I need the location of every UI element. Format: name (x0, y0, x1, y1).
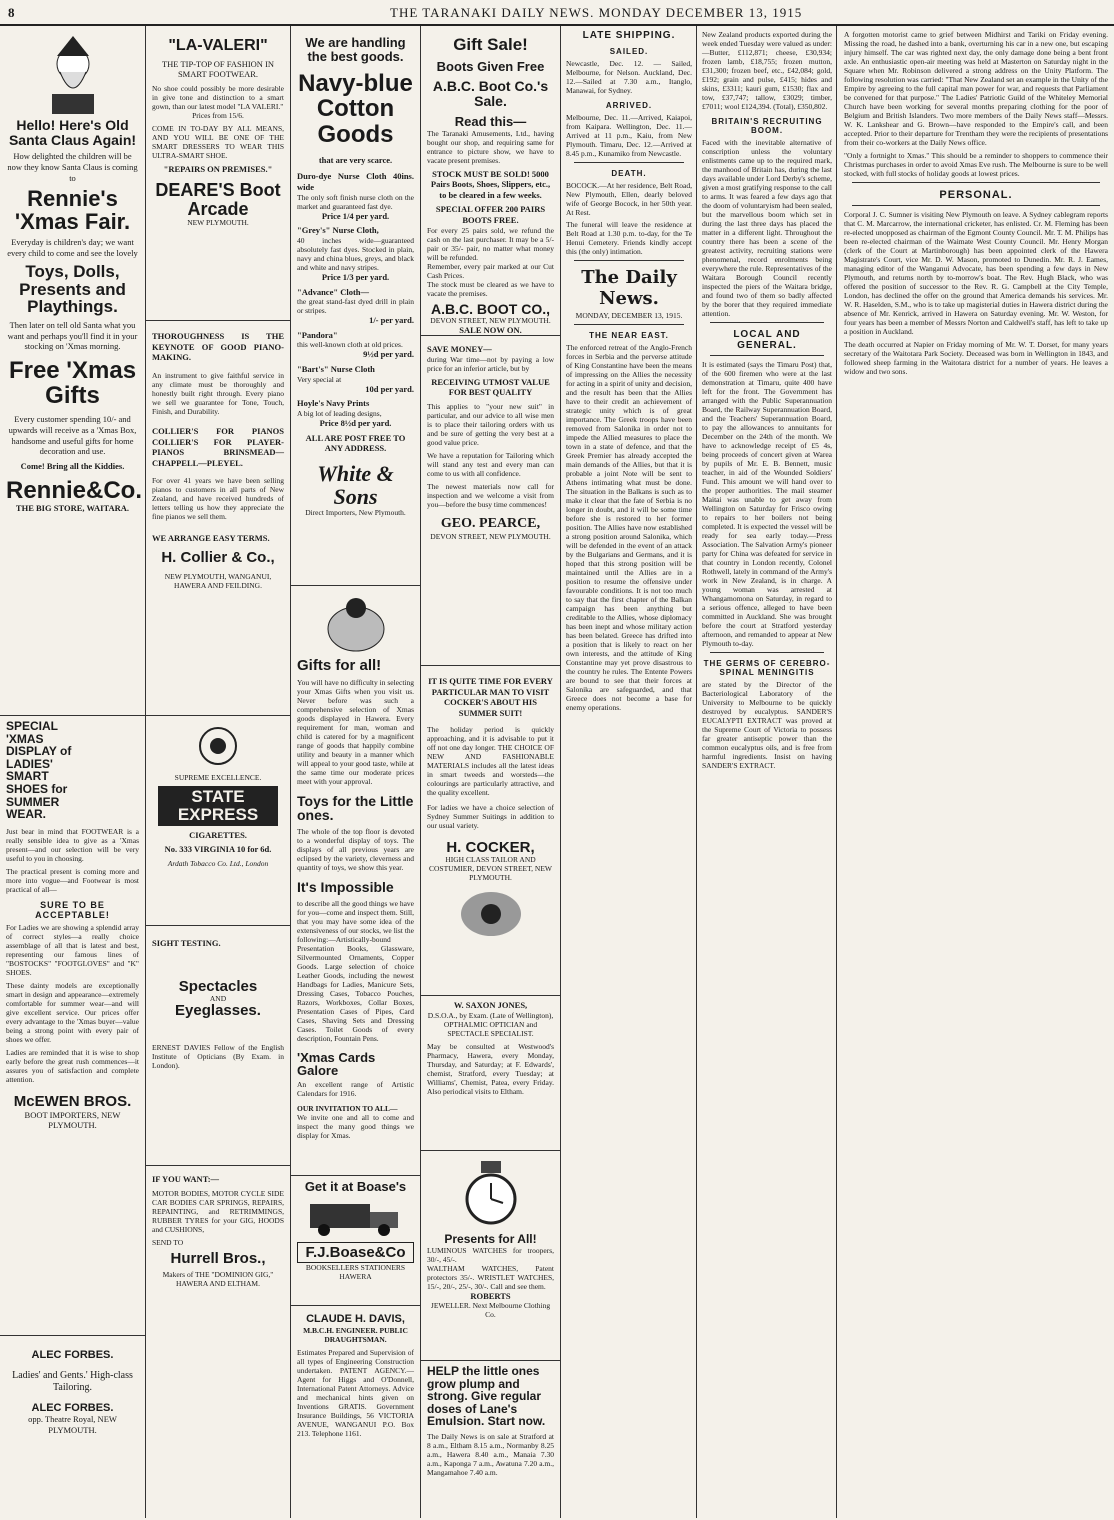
white-sons-advert (291, 26, 420, 586)
death-text: BOCOCK.—At her residence, Belt Road, New Plymouth, Ellen, dearly beloved wife of George Bocock, in her 50th year. At Rest. (566, 181, 692, 217)
for-every-text: For every 25 pairs sold, we refund the cash on the last purchaser. It may be a 5/- pair or 35/- pair, no matter what money will be refunded. (427, 225, 554, 262)
hurrell-advert (146, 1166, 290, 1396)
duro-desc: The only soft finish nurse cloth on the market and guaranteed fast dye. (297, 192, 414, 211)
read-this-headline: Read this— (454, 113, 527, 129)
arrived-heading: ARRIVED. (605, 101, 653, 110)
column-5 (562, 26, 696, 1518)
pearce-advert (421, 336, 560, 666)
cards-text: An excellent range of Artistic Calendars for 1916. (297, 1080, 414, 1099)
roberts-advert (421, 1151, 560, 1361)
boase-headline: Get it at Boase's (304, 1179, 407, 1194)
alec-forbes-bottom: ALEC FORBES. (31, 1401, 114, 1414)
mcewen-advert (0, 716, 145, 1336)
come-in-text: COME IN TO-DAY BY ALL MEANS, AND YOU WILL BE ONE OF THE SMART DRESSERS TO WEAR THIS ULTRA-SMART SHOE. (152, 124, 284, 161)
pandora-price: 9½d per yard. (363, 349, 414, 360)
state-express-advert (146, 716, 290, 926)
luminous-text: LUMINOUS WATCHES for troopers, 30/-, 45/-. (427, 1245, 554, 1264)
advance-price: 1/- per yard. (369, 315, 414, 326)
saxon-name: W. SAXON JONES, (453, 1000, 528, 1010)
sure-headline: SURE TO BE ACCEPTABLE! (35, 899, 110, 920)
forbes-advert (0, 1336, 145, 1506)
column-rule (696, 26, 697, 1518)
sailed-text: Newcastle, Dec. 12. — Sailed, Melbourne, for Nelson. Auckland, Dec. 12.—Sailed at 7.30 a.m., Itanglo, Manawai, for Sydney. (566, 59, 692, 95)
arrived-text: Melbourne, Dec. 11.—Arrived, Kaiapoi, from Kaipara. Wellington, Dec. 11.—Arrived at 11 p.m., Kaiu, from New Plymouth. Timaru, Dec. 12.—Arrived at 8.45 p.m., Kunamiko from Newcastle. (566, 113, 692, 158)
local-general-heading: LOCAL AND GENERAL. (733, 329, 801, 351)
column-2 (146, 26, 290, 1518)
duro-price: Price 1/4 per yard. (321, 210, 390, 221)
holiday-text: The holiday period is quickly approaching, and it is advisable to put it off not one day longer. THE CHOICE OF NEW AND FASHIONABLE MATERIALS includes all the latest ideas in smart tweeds and worsteds—the colourings are particularly attractive, and the quality excellent. (427, 724, 554, 797)
over41-text: For over 41 years we have been selling pianos to customers in all parts of New Zealand, and have received hundreds of letters telling us how they appreciate the fine pianos we sell them. (152, 476, 284, 522)
help-text: HELP the little ones grow plump and strong. Give regular doses of Lane's Emulsion. Start now. (427, 1364, 546, 1429)
hurrell-makers: Makers of THE "DOMINION GIG," HAWERA AND ELTHAM. (162, 1270, 274, 1289)
barts-item: "Bart's" Nurse Cloth (297, 364, 375, 375)
state-express-logo: STATE EXPRESS (158, 786, 278, 826)
cocker-logo: H. COCKER, (446, 838, 535, 856)
toys-headline: Toys, Dolls, Presents and Playthings. (19, 261, 126, 317)
sight-testing: SIGHT TESTING. (152, 938, 221, 948)
spectacles-headline: Spectacles (178, 977, 258, 995)
deare-logo: DEARE'S Boot Arcade (155, 179, 281, 219)
for-ladies-text: For ladies we have a choice selection of Sydney Summer Suitings in addition to our usual variety. (427, 802, 554, 830)
rennie-fair: Rennie's 'Xmas Fair. (14, 186, 131, 235)
xmas-cards-headline: 'Xmas Cards Galore (297, 1049, 376, 1079)
toys-text: The whole of the top floor is devoted to a wonderful display of toys. The displays of all previous years are eclipsed by the variety, cleverness and quantity of toys, we show this year. (297, 827, 414, 873)
pandora-item: "Pandora" (297, 329, 338, 340)
personal-heading: PERSONAL. (939, 189, 1013, 201)
collier-advert (146, 321, 290, 716)
saxon-text: May be consulted at Westwood's Pharmacy, Hawera, every Monday, Thursday, and Saturday; at F. Edwards', chemist, Stratford, every Tuesday; at Williams', Chemist, Patea, every Friday. Also periodical visits to Eltham. (427, 1041, 554, 1096)
saxon-desc: D.S.O.A., by Exam. (Late of Wellington), OPTHALMIC OPTICIAN and SPECTACLE SPECIALIST. (427, 1010, 554, 1038)
personal-text: Corporal J. C. Sumner is visiting New Plymouth on leave. A Sydney cablegram reports that C. M. Marcarrow, the international cricketer, has enlisted. Cr. M. Fleming has been re-elected unopposed as chairman of the Egmont County Council. Mr. T. M. Philips has been re-elected chairman of the Waimate West County Council. Mr. Henry Morgan (clerk of the Court at Martinborough) has been appointed clerk of the Hawera Magistrate's Court, vice Mr. D. W. Mason, promoted to Dunedin. Mr. R. J. Eames, managing editor of the Wanganui Advocate, has been spending a few days in New Plymouth, and returns north by to-morrow's boat. The Rev. Hugh Black, who was offered the position of successor to the Rev. R. G. Campbell at the City Temple, London, has declined the offer on the ground that America demands his services. Mr. W. R. Haselden, S.M., who is to take up magisterial duties in Hawera district during the absence of Mr. Kenrick, arrived in Hawera on Saturday evening. Mr. W. Weston, for four years has been a member of Messrs Norton and Caldwell's staff, has left to take up a position in Auckland. (844, 210, 1108, 336)
boot-importers-text: BOOT IMPORTERS, NEW PLYMOUTH. (24, 1109, 121, 1131)
just-bear-text: Just bear in mind that FOOTWEAR is a really sensible idea to give as a 'Xmas present—and our selection will be very useful to you in choosing. (6, 826, 139, 863)
roberts-logo: ROBERTS (470, 1290, 511, 1301)
local-text: It is estimated (says the Timaru Post) that, of the 600 firemen who were at the last demonstration at Timaru, quite 400 have left for the front. The Government has arranged with the Public Superannuation Board, the Railway Superannuation Board, and the Teachers' Superannuation Board, to pay the allowances to annuitants for December on the 24th of the month. We have to acknowledge receipt of £5 4s, being proceeds of concert given at Warea by pupils of Mr. E. B. Bennett, music teacher, in aid of the Wounded Soldiers' Fund. This amount we will hand over to the proper authorities. The mail steamer Maitai was unable to get away from Wellington on Saturday for Frisco owing to repairs to her boilers not being completed. It is expected the vessel will be ready for sea early today.—Press Association. The Salvation Army's pioneer party for China was defeated for service in that country in London recently, Colonel Rothwell, lately in command of the Army's work in New Zealand, is in charge. A young woman was arrested at Whangamomona on Saturday, in regard to a serious offence, alleged to have been committed in Auckland. She was brought before the court at Stratford yesterday afternoon, and remanded to appear at New Plymouth to-day. (702, 360, 832, 648)
noshoe-text: No shoe could possibly be more desirable in give tone and distinction to a smart gown, than our latest model "LA VALERI." (152, 84, 284, 112)
special-display-headline: SPECIAL 'XMAS DISPLAY of LADIES' SMART SHOES for SUMMER WEAR. (6, 719, 72, 822)
tailoring-text: We have a reputation for Tailoring which will stand any test and every man can come to us with all confidence. (427, 450, 554, 478)
for-ladies-text: For Ladies we are showing a splendid array of correct styles—a really choice assemblage of all that is latest and best, representing our famous lines of "BOSTOCKS" "FOOTGLOVES" and "K" SHOES. (6, 922, 139, 977)
free-gifts-headline: Free 'Xmas Gifts (8, 357, 137, 410)
only-fortnight-text: "Only a fortnight to Xmas." This should be a reminder to shoppers to commence their Christmas purchases in order to avoid Xmas Eve rush. The Melbourne is sure to be well stocked, with full stocks of holiday goods at lowest prices. (844, 151, 1108, 178)
impossible-headline: It's Impossible (297, 879, 394, 896)
everyday-text: Everyday is children's day; we want every child to come and see the lovely (7, 237, 138, 259)
colliers-headline: COLLIER'S FOR PIANOS COLLIER'S FOR PLAYER-PIANOS BRINSMEAD—CHAPPELL—PLEYEL. (152, 425, 284, 468)
pearce-logo: GEO. PEARCE, (440, 515, 541, 531)
remember-text: Remember, every pair marked at our Cut Cash Prices. (427, 261, 554, 280)
death-heading: DEATH. (611, 169, 647, 178)
column-6 (698, 26, 836, 1518)
boots-given-headline: Boots Given Free (436, 58, 545, 74)
reminded-text: Ladies are reminded that it is wise to shop early before the great rush commences—it assures you of satisfaction and complete attention. (6, 1047, 139, 1084)
motor-list: MOTOR BODIES, MOTOR CYCLE SIDE CAR BODIES CAR SPRINGS, REPAIRS, REPAINTING, and RETRIMMINGS, RUBBER TYRES for your GIG, HOODS and CUSHIONS, (152, 1188, 284, 1234)
now-on-text: SALE NOW ON. (459, 325, 522, 336)
santa-sack-illustration (316, 594, 396, 654)
recruiting-text: Faced with the inevitable alternative of conscription unless the voluntary enlistments came up to the required mark, the manhood of Britain has, during the last days available under Lord Derby's scheme, given a most gratifying response to the call to arms. It was feared a few days ago that the doom of voluntaryism had been sealed, but the marvellous boom which set in during the last three days has placed the matter in a different light. Throughout the country there has been a scene of the greatest activity, recruiting stations were phenomenal, record enrolments being everywhere the rule. Representatives of the Waitara Borough Council recently inspected the piers of the Waitara bridge, and found two of them so badly affected by the borer that they required immediate attention. (702, 138, 832, 318)
tiptop-text: THE TIP-TOP OF FASHION IN SMART FOOTWEAR. (161, 58, 275, 80)
davis-advert (291, 1306, 420, 1516)
impossible-text: to describe all the good things we have for you—come and inspect them. Still, that you may have some idea of the extensiveness of our stocks, we list the following:—Artistically-bound Presentation Books, Glassware, Silvermounted Ornaments, Copper Goods. Large selection of choice Leather Goods, including the newest Handbags for Ladies, Manicure Sets, Dressing Cases, Tobacco Pouches, Razors, Workboxes, Collar Boxes, Presentation Cases of Pipes, Card Cases, Shaving Sets and Dressing Cases. Toilet Goods of every description, Fountain Pens. (297, 898, 414, 1043)
column-rule (836, 26, 837, 1518)
editorial-date: MONDAY, DECEMBER 13, 1915. (575, 311, 683, 320)
navy-headline: Navy-blue Cotton Goods (298, 70, 413, 148)
state-express-crest-icon (183, 724, 253, 769)
column-rule (560, 26, 561, 1518)
every-customer-text: Every customer spending 10/- and upwards will receive as a 'Xmas Box, handsome and useful gifts for home decoration and use. (8, 414, 137, 457)
germs-heading: THE GERMS OF CEREBRO-SPINAL MENINGITIS (703, 659, 831, 677)
deare-advert (146, 26, 290, 321)
presents-headline: Presents for All! (444, 1232, 537, 1246)
thorough-headline: THOROUGHNESS IS THE KEYNOTE OF GOOD PIANO-MAKING. (152, 331, 284, 363)
repairs-text: "REPAIRS ON PREMISES." (163, 164, 273, 175)
abc-place: DEVON STREET, NEW PLYMOUTH. (430, 316, 551, 326)
invitation-text: We invite one and all to come and inspect the many good things we display for Xmas. (297, 1113, 414, 1141)
theatre-text: opp. Theatre Royal, NEW PLYMOUTH. (28, 1414, 117, 1435)
hoyles-price: Price 8½d per yard. (319, 417, 392, 428)
davis-title: M.B.C.H. ENGINEER. PUBLIC DRAUGHTSMAN. (303, 1325, 408, 1344)
abc-logo: A.B.C. BOOT CO., (431, 300, 550, 317)
eyeglasses-headline: Eyeglasses. (175, 1002, 261, 1020)
santa-text: How delighted the children will be now they know Santa Claus is coming to (7, 151, 138, 183)
waltham-text: WALTHAM WATCHES, Patent protectors 35/-. WRISTLET WATCHES, 15/-, 20/-, 25/-, 30/-. Call and see them. (427, 1263, 554, 1291)
handling-headline: We are handling the best goods. (305, 35, 406, 64)
column-3 (291, 26, 420, 1518)
deare-place: NEW PLYMOUTH. (187, 218, 249, 228)
scarce-text: that are very scarce. (318, 154, 393, 165)
dainty-text: These dainty models are exceptionally smart in design and appearance—extremely comfortable for summer wear—and will give excellent service. Our prices offer every advantage to the 'Xmas buyer—value being a strong point with every pair of shoes we offer. (6, 980, 139, 1044)
send-to: SEND TO (152, 1237, 184, 1247)
white-sons-logo: White & Sons (317, 460, 394, 509)
ardath-text: Ardath Tobacco Co. Ltd., London (167, 858, 269, 868)
trade-text: New Zealand products exported during the week ended Tuesday were valued as under:—Butter, £112,871; cheese, £30,934; frozen lamb, £18,755; frozen mutton, £31,300; frozen beef, etc., £42,084; gold, £192; grain and pulse, £415; hides and skins, £3311; kauri gum, £1530; flax and tow, £37,747; tallow, £3029; timber, £7011; wool £124,394. (Total), £350,802. (702, 30, 832, 111)
santa-headline: Hello! Here's Old Santa Claus Again! (8, 117, 137, 148)
germs-text: are stated by the Director of the Bacteriological Laboratory of the University to Melbourne to be quickly destroyed by eucalyptus. SANDER'S EUCALYPTI EXTRACT was proved at the Supreme Court of Victoria to possess far greater antiseptic power than the common eucalyptus oils, and is free from harmful ingredients. Insist on having SANDER'S EXTRACT. (702, 680, 832, 770)
receiving-text: RECEIVING UTMOST VALUE FOR BEST QUALITY (431, 376, 550, 398)
collier-place: NEW PLYMOUTH, WANGANUI, HAWERA AND FEILDING. (164, 571, 272, 590)
time-for-headline: IT IS QUITE TIME FOR EVERY PARTICULAR MAN TO VISIT COCKER'S ABOUT HIS SUMMER SUIT! (428, 676, 553, 718)
advance-item: "Advance" Cloth— (297, 286, 370, 297)
eye-illustration (456, 886, 526, 942)
watch-icon (463, 1159, 519, 1229)
masthead (0, 0, 1114, 26)
sailed-heading: SAILED. (609, 47, 649, 56)
gift-sale-headline: Gift Sale! (453, 35, 528, 54)
davies-advert (146, 926, 290, 1166)
rennie-co-logo: Rennie&Co. (6, 476, 143, 504)
easy-terms: WE ARRANGE EASY TERMS. (152, 533, 270, 544)
post-free-text: ALL ARE POST FREE TO ANY ADDRESS. (305, 432, 406, 454)
near-east-text: The enforced retreat of the Anglo-French forces in Serbia and the perverse attitude of King Constantine have been the means of impressing on the Allies the necessity for acting in a spirit of unity and decision, and the result has been that the Allies have to their credit an achievement of strategic unity which is of great importance. The Greek troops have been removed from Salonika in order not to impede the Allied measures to place the town in a state of defence, and that the Greek Premier has already accepted the main demands of the Allies, but that it is probable a joint Note will be sent to Athens intimating what must be done. The situation in the Balkans is such as to make it clear that the fate of Serbia is no longer in doubt, and it will be some time before she is restored to her former position. The Allies have now established a strong position around Salonika, which will be defended in the event of an attack by the Bulgarians and Germans, and it is hoped that this strong position will be maintained until the Allies are in a position to resume the offensive under favourable conditions. It is not too much to say that the first chapter of the Balkan campaign has been anything but creditable to the Allies, whose diplomacy has been inept and whose military action has been belated. Greece has drifted into a position that is likely to react on her own interests, and the attitude of King Constantine may yet prove disastrous to the country he rules. The Entente Powers are bound to see that their forces at Salonika are safeguarded, and that Greece does not become a base for enemy operations. (566, 343, 693, 712)
then-later-text: Then later on tell old Santa what you want and perhaps you'll find it in your stocking on 'Xmas morning. (7, 320, 138, 352)
ernest-davies-text: ERNEST DAVIES Fellow of the English Institute of Opticians (By Exam. in London). (152, 1043, 284, 1071)
white-place: Direct Importers, New Plymouth. (305, 508, 406, 518)
davis-name: CLAUDE H. DAVIS, (306, 1313, 405, 1325)
supreme-text: SUPREME EXCELLENCE. (174, 773, 262, 782)
late-shipping-heading: LATE SHIPPING. (582, 30, 676, 41)
barts-desc: Very special at (297, 374, 342, 384)
hurrell-logo: Hurrell Bros., (170, 1249, 266, 1267)
abc-sale-headline: A.B.C. Boot Co.'s Sale. (432, 78, 549, 110)
daily-sale-text: The Daily News is on sale at Stratford at 8 a.m., Eltham 8.15 a.m., Normanby 8.25 a.m., Hawera 8.40 a.m., Manaia 7.30 a.m., Kaponga 7 a.m., Awatuna 7.20 a.m., Mangamahoe 7.40 a.m. (427, 1431, 554, 1477)
jeweller-text: JEWELLER. Next Melbourne Clothing Co. (430, 1301, 551, 1320)
rennie-advert (0, 26, 145, 716)
hoyles-desc: A big lot of leading designs, (297, 408, 382, 418)
no333-text: No. 333 VIRGINIA 10 for 6d. (164, 844, 272, 855)
boase-advert (291, 586, 420, 1176)
practical-text: The practical present is coming more and more into vogue—and Footwear is most practical of all— (6, 866, 139, 894)
ladies-gents-text: Ladies' and Gents.' High-class Tailoring. (12, 1369, 133, 1394)
stock-sold-text: STOCK MUST BE SOLD! 5000 Pairs Boots, Shoes, Slippers, etc., to be cleared in a few weeks. (430, 168, 551, 200)
column-1 (0, 26, 145, 1518)
come-text: Come! Bring all the Kiddies. (20, 460, 125, 471)
greys-price: Price 1/3 per yard. (321, 271, 390, 282)
delivery-truck-illustration (306, 1198, 406, 1238)
special-offer-text: SPECIAL OFFER 200 PAIRS BOOTS FREE. (435, 204, 546, 225)
column-7 (838, 26, 1114, 1518)
suit-text: This applies to "your new suit" in particular, and our advice to all wise men is to place their tailoring orders with us and be sure of getting the very best at a good value price. (427, 401, 554, 447)
duro-item: Duro-dye Nurse Cloth 40ins. wide (297, 171, 414, 193)
santa-claus-illustration (38, 34, 108, 114)
hoyles-item: Hoyle's Navy Prints (297, 398, 370, 409)
big-store-text: THE BIG STORE, WAITARA. (15, 502, 130, 513)
abc-boot-advert (421, 26, 560, 336)
stock-short-text: The stock must be cleared as we have to vacate the premises. (427, 279, 554, 298)
barts-price: 10d per yard. (365, 383, 414, 394)
pearce-place: DEVON STREET, NEW PLYMOUTH. (430, 531, 551, 541)
davis-text: Estimates Prepared and Supervision of all types of Engineering Construction undertaken. PATENT AGENCY.—Agent for Higgs and O'Donnell, International Patent Attorneys. Advice and mechanical hints given on Inventions GRATIS. Government Insurance Buildings, 56 VICTORIA AVENUE, WANGANUI P.O. Box 213. Telephone 1161. (297, 1347, 414, 1438)
lavaleri-headline: "LA-VALERI" (168, 37, 268, 54)
page-number: 8 (8, 5, 16, 20)
recruiting-heading: BRITAIN'S RECRUITING BOOM. (711, 117, 823, 135)
obituary-text: The death occurred at Napier on Friday morning of Mr. W. T. Dorset, for many years secretary of the Waitotara Park Society. Deceased was born in Wellington in 1843, and followed sheep farming in the Waitotara district for a number of years. He leaves a widow and two sons. (844, 340, 1108, 376)
cocker-desc: HIGH CLASS TAILOR AND COSTUMIER, DEVON STREET, NEW PLYMOUTH. (429, 855, 552, 883)
save-money-headline: SAVE MONEY— (427, 344, 492, 354)
pandora-desc: this well-known cloth at old prices. (297, 340, 403, 350)
lanes-advert (421, 1361, 560, 1486)
advance-desc: the great stand-fast dyed drill in plain or stripes. (297, 297, 414, 316)
instrument-text: An instrument to give faithful service in any climate must be thoroughly and honestly built right through. Every piano we sell we guarantee for Tone, Touch, Finish, and Durability. (152, 370, 284, 416)
boase-sign-advert (291, 1176, 420, 1306)
newest-text: The newest materials now call for inspection and we welcome a visit from you—before the busy time commences! (427, 481, 554, 509)
cocker-advert (421, 666, 560, 996)
daily-news-nameplate: The Daily News. (581, 267, 677, 309)
toys-little-headline: Toys for the Little ones. (297, 792, 414, 824)
news-text: A forgotten motorist came to grief between Midhirst and Tariki on Friday evening. Missing the road, he dashed into a bank, overturning his car in a new one, but escaping injury himself. The car was righted next day, the only damage done being a bent front axle. An enthusiastic open-air meeting was held at Masterton on Saturday night in the Square when Mr. Robinson delivered a strong address on the Unity Platform. The following resolution was carried: "That New Zealand set an example in the Unity of the Empire by agreeing to the full capital man power for war, and requests that Parliament be convened for that purpose." The Ladies' Patriotic Guild of the Whiteley Memorial Church have been working for several months preparing clothing for the poor of Belgium and British Islanders. Two more members of the Daily News staff—Messrs. W. K. Lankshear and G. Brown—have responded to the Empire's call, and been accepted. Prior to their departure for Trentham they were the recipients of presentations from their co-workers at the Daily News office. (844, 30, 1108, 147)
near-east-heading: THE NEAR EAST. (589, 331, 669, 340)
boase-sign: F.J.Boase&Co (297, 1242, 414, 1264)
and-text: AND (209, 994, 227, 1004)
greys-desc: 40 inches wide—guaranteed absolutely fast dyes. Stocked in plain, navy and china blues, greys, and black and white and navy stripes. (297, 235, 414, 272)
read-text: The Taranaki Amusements, Ltd., having bought our shop, and requiring same for entrance to picture show, we have to vacate present premises. (427, 128, 554, 165)
greys-item: "Grey's" Nurse Cloth, (297, 225, 379, 236)
boase-sub: BOOKSELLERS STATIONERS HAWERA (305, 1263, 406, 1282)
column-4 (421, 26, 560, 1518)
funeral-text: The funeral will leave the residence at Belt Road at 1.30 p.m. to-day, for the Te Henui Cemetery. Friends kindly accept this (the only) intimation. (566, 220, 692, 256)
collier-logo: H. Collier & Co., (161, 549, 275, 566)
alec-forbes-top: ALEC FORBES. (31, 1349, 114, 1361)
gifts-all-headline: Gifts for all! (297, 657, 382, 674)
saxon-jones-advert (421, 996, 560, 1151)
invitation-headline: OUR INVITATION TO ALL— (297, 1104, 398, 1114)
mcewen-logo: McEWEN BROS. (13, 1092, 132, 1110)
if-you-want: IF YOU WANT:— (152, 1174, 220, 1184)
save-text: during War time—not by paying a low price for an inferior article, but by (427, 354, 554, 373)
cigarettes-text: CIGARETTES. (189, 829, 247, 840)
gifts-text: You will have no difficulty in selecting your Xmas Gifts when you visit us. Never before was such a comprehensive selection of Xmas goods displayed in Hawera. Every requirement for man, woman and child is catered for by a magnificent range of goods that happily combine utility and beauty in a manner which will appeal to your good taste, while at the same time our moderate prices meet with your approval. (297, 677, 415, 786)
prices-from-text: Prices from 15/6. (192, 111, 244, 121)
masthead-title: THE TARANAKI DAILY NEWS. MONDAY DECEMBER 13, 1915 (390, 5, 803, 20)
